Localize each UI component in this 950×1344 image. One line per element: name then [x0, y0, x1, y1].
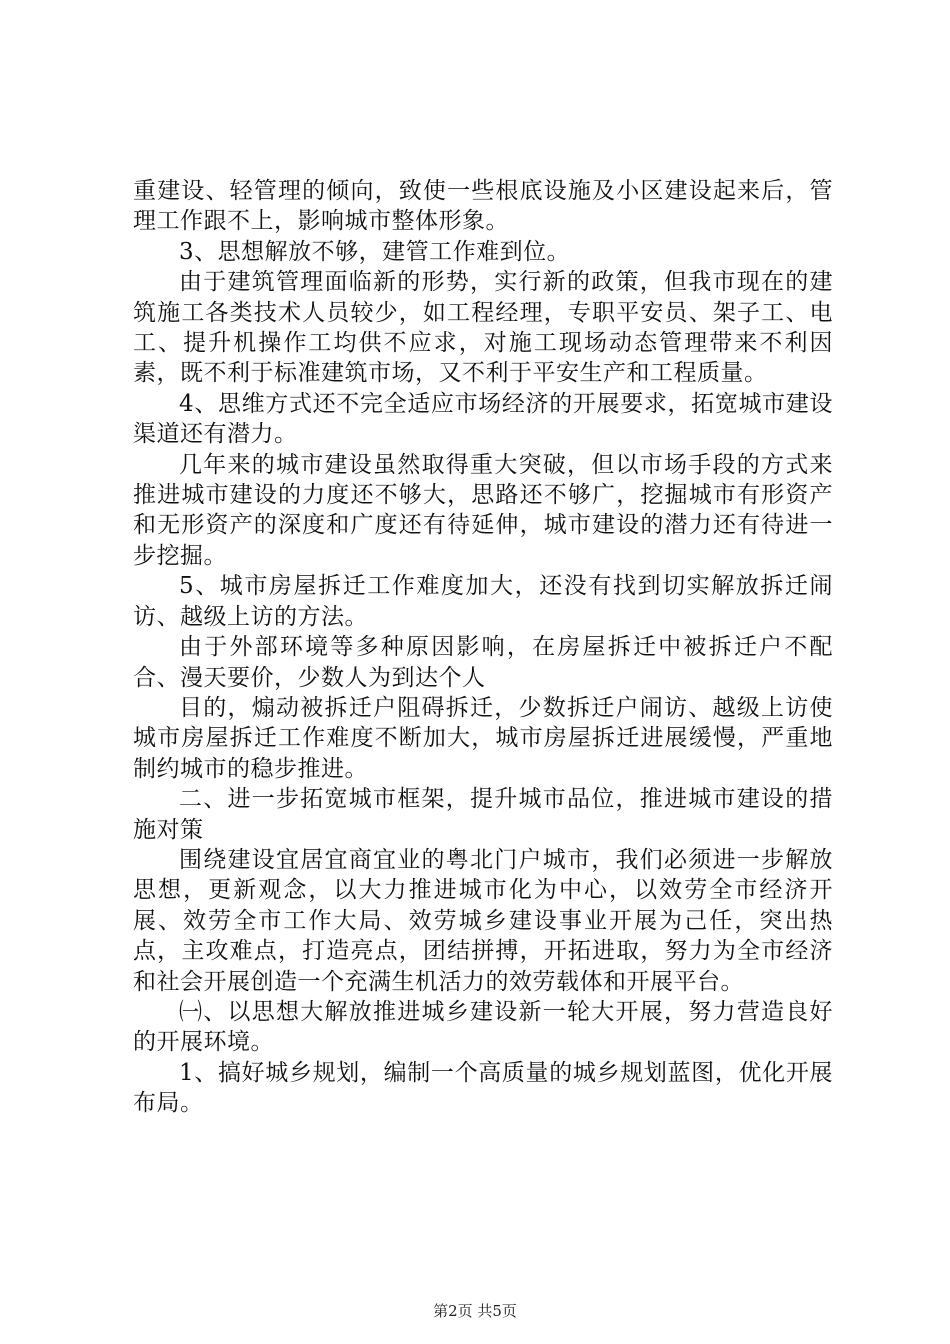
- paragraph-2: 3、思想解放不够，建管工作难到位。: [179, 238, 571, 265]
- paragraph-3: 由于建筑管理面临新的形势，实行新的政策，但我市现在的建筑施工各类技术人员较少，如工程经理，专职平安员、架子工、电工、提升机操作工均供不应求，对施工现场动态管理带来不利因素，既不利于标准建筑市场，又不利于平安生产和工程质量。: [133, 269, 833, 387]
- paragraph-6: 5、城市房屋拆迁工作难度加大，还没有找到切实解放拆迁闹访、越级上访的方法。: [133, 573, 833, 630]
- paragraph-8: 目的，煽动被拆迁户阻碍拆迁，少数拆迁户闹访、越级上访使城市房屋拆迁工作难度不断加大，城市房屋拆迁进展缓慢，严重地制约城市的稳步推进。: [133, 694, 833, 782]
- paragraph-9: 二、进一步拓宽城市框架，提升城市品位，推进城市建设的措施对策: [133, 786, 833, 843]
- paragraph-5: 几年来的城市建设虽然取得重大突破，但以市场手段的方式来推进城市建设的力度还不够大，思路还不够广，挖掘城市有形资产和无形资产的深度和广度还有待延伸，城市建设的潜力还有待进一步挖掘。: [133, 451, 833, 569]
- page-number-footer: 第2页 共5页: [433, 1302, 517, 1320]
- paragraph-7: 由于外部环境等多种原因影响，在房屋拆迁中被拆迁户不配合、漫天要价，少数人为到达个人: [133, 634, 833, 691]
- paragraph-1: 重建设、轻管理的倾向，致使一些根底设施及小区建设起来后，管理工作跟不上，影响城市整体形象。: [133, 178, 833, 235]
- paragraph-4: 4、思维方式还不完全适应市场经济的开展要求，拓宽城市建设渠道还有潜力。: [133, 390, 833, 448]
- document-body: [133, 176, 833, 1119]
- paragraph-11: ㈠、以思想大解放推进城乡建设新一轮大开展，努力营造良好的开展环境。: [133, 998, 833, 1056]
- paragraph-12: 1、搞好城乡规划，编制一个高质量的城乡规划蓝图，优化开展布局。: [133, 1059, 833, 1117]
- paragraph-10: 围绕建设宜居宜商宜业的粤北门户城市，我们必须进一步解放思想，更新观念，以大力推进城市化为中心，以效劳全市经济开展、效劳全市工作大局、效劳城乡建设事业开展为己任，突出热点，主攻难点，打造亮点，团结拼搏，开拓进取，努力为全市经济和社会开展创造一个充满生机活力的效劳载体和开展平台。: [133, 846, 833, 995]
